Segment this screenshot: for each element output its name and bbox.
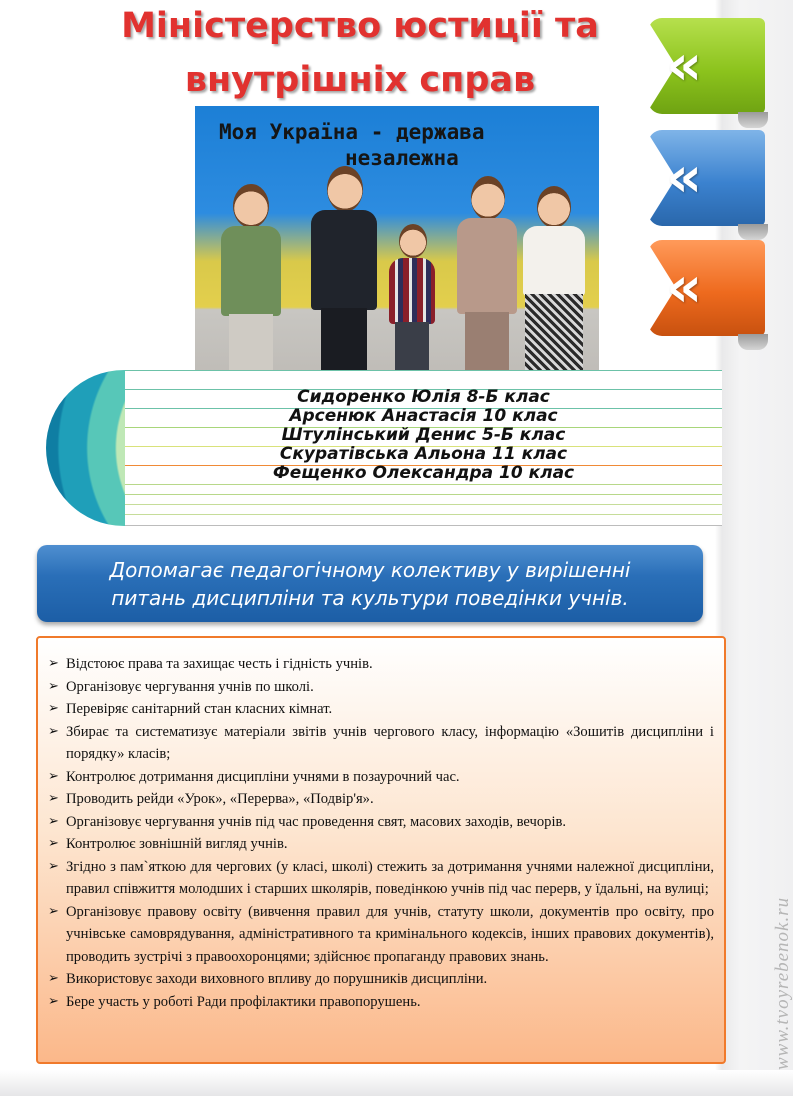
arrow-bullet-icon: ➢ (48, 836, 59, 851)
double-chevron-left-icon: « (666, 33, 703, 98)
person-figure (215, 184, 285, 374)
list-item (48, 721, 714, 766)
page-title-line-2: внутрішніх справ (184, 60, 536, 100)
duty-text: Відстоює права та захищає честь і гідність учнів. (66, 656, 373, 672)
green-chevron-tab (648, 18, 765, 114)
arrow-bullet-icon: ➢ (48, 768, 59, 784)
arrow-bullet-icon: ➢ (48, 903, 59, 919)
arrow-bullet-icon: ➢ (48, 701, 59, 716)
tab-fold-shadow (738, 224, 768, 240)
list-item (48, 811, 714, 834)
member-name: Скуратівська Альона 11 клас (279, 444, 568, 464)
list-item (48, 968, 714, 991)
duty-text: Збирає та систематизує матеріали звітів учнів чергового класу, інформацію «Зошитів дисципліни і порядку» класів; (66, 723, 714, 762)
arrow-bullet-icon: ➢ (48, 723, 59, 739)
duty-text: Використовує заходи виховного впливу до порушників дисципліни. (66, 971, 488, 987)
list-item (48, 788, 714, 811)
list-item (48, 653, 714, 676)
mission-text-line-1: Допомагає педагогічному колективу у вирішенні (109, 558, 631, 582)
photo-banner-text-1: Моя Україна - держава (219, 120, 485, 144)
arrow-bullet-icon: ➢ (48, 656, 59, 671)
list-item (48, 676, 714, 699)
list-item (48, 856, 714, 901)
duties-list (38, 638, 724, 1013)
list-item (48, 901, 714, 969)
duty-text: Організовує чергування учнів під час проведення свят, масових заходів, вечорів. (66, 813, 567, 830)
arrow-bullet-icon: ➢ (48, 971, 59, 986)
double-chevron-left-icon: « (666, 145, 703, 210)
mission-ribbon (37, 545, 703, 622)
arrow-bullet-icon: ➢ (48, 993, 59, 1009)
person-figure (303, 166, 383, 374)
duty-text: Згідно з пам`яткою для чергових (у класі, школі) стежить за дотримання учнями належної дисципліни, правил співжиття молодших і старших школярів, поведінкою учнів під час перерв, у їдальні, на вулиці; (66, 858, 714, 897)
group-photo (195, 106, 599, 374)
member-list (125, 388, 722, 483)
member-name: Штулінський Денис 5-Б клас (281, 425, 566, 445)
page-title-line-1: Міністерство юстиції та (121, 6, 599, 46)
arrow-bullet-icon: ➢ (48, 791, 59, 806)
duties-box (36, 636, 726, 1064)
member-name: Фещенко Олександра 10 клас (272, 463, 575, 483)
tab-fold-shadow (738, 112, 768, 128)
orange-chevron-tab (648, 240, 765, 336)
page-bottom-shadow (0, 1070, 793, 1096)
member-name: Сидоренко Юлія 8-Б клас (297, 387, 550, 407)
duty-text: Організовує чергування учнів по школі. (66, 678, 314, 695)
duty-text: Проводить рейди «Урок», «Перерва», «Подвір'я». (66, 791, 374, 807)
duty-text: Контролює зовнішній вигляд учнів. (66, 836, 288, 852)
duty-text: Перевіряє санітарний стан класних кімнат. (66, 701, 333, 717)
tab-fold-shadow (738, 334, 768, 350)
blue-chevron-tab (648, 130, 765, 226)
duty-text: Організовує правову освіту (вивчення правил для учнів, статуту школи, документів про освіту, про учнівське самоврядування, адміністративного та кримінального кодексів, інших правових документів), проводить зустрічі з правоохоронцями; здійснює пропаганду правових знань. (66, 903, 714, 965)
photo-banner-text-2: незалежна (345, 146, 459, 170)
list-item (48, 766, 714, 789)
person-figure (385, 224, 439, 374)
arrow-bullet-icon: ➢ (48, 813, 59, 829)
list-item (48, 698, 714, 721)
member-name: Арсенюк Анастасія 10 клас (289, 406, 558, 426)
double-chevron-left-icon: « (666, 255, 703, 320)
person-figure (451, 176, 523, 374)
site-watermark: www.tvoyrebenok.ru (772, 896, 793, 1070)
person-figure (517, 186, 591, 374)
duty-text: Контролює дотримання дисципліни учнями в позаурочний час. (66, 768, 460, 785)
list-item (48, 833, 714, 856)
mission-text-line-2: питань дисципліни та культури поведінки учнів. (111, 586, 629, 610)
arrow-bullet-icon: ➢ (48, 678, 59, 694)
list-item (48, 991, 714, 1014)
arrow-bullet-icon: ➢ (48, 858, 59, 874)
duty-text: Бере участь у роботі Ради профілактики правопорушень. (66, 993, 421, 1010)
